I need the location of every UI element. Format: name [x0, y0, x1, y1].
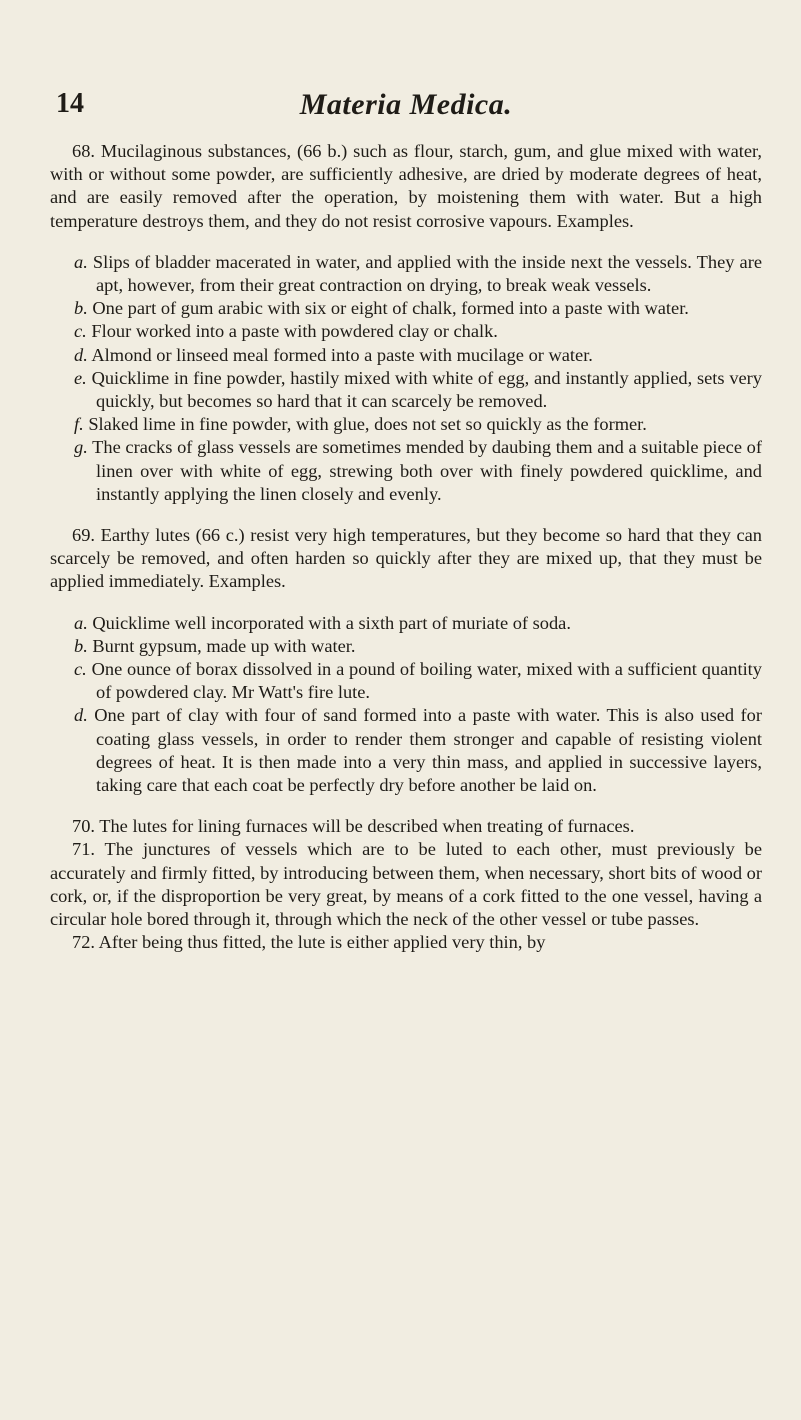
paragraph-72: 72. After being thus fitted, the lute is either applied very thin, by [72, 932, 546, 953]
page-header [56, 88, 756, 128]
paragraph-69: 69. Earthy lutes (66 c.) resist very high temperatures, but they become so hard that they can scarcely be removed, and often harden so quickly after they are mixed up, that they must be applied immediately. Examples. [50, 525, 762, 592]
page-number: 14 [56, 88, 84, 119]
paragraph-71: 71. The junctures of vessels which are to be luted to each other, must previously be accurately and firmly fitted, by introducing between them, when necessary, short bits of wood or cork, or, if the disproportion be very great, by means of a cork fitted to the one vessel, having a circular hole bored through it, through which the neck of the other vessel or tube passes. [50, 839, 762, 930]
list-item: f. Slaked lime in fine powder, with glue, does not set so quickly as the former. [74, 414, 647, 435]
list-item: d. Almond or linseed meal formed into a paste with mucilage or water. [74, 344, 593, 365]
list-item: c. Flour worked into a paste with powdered clay or chalk. [74, 321, 498, 342]
page-body [50, 140, 762, 955]
list-69 [74, 612, 762, 798]
list-item: a. Quicklime well incorporated with a sixth part of muriate of soda. [74, 612, 571, 633]
paragraph-68: 68. Mucilaginous substances, (66 b.) such as flour, starch, gum, and glue mixed with water, with or without some powder, are sufficiently adhesive, are dried by moderate degrees of heat, and are easily removed after the operation, by moistening them with water. But a high temperature destroys them, and they do not resist corrosive vapours. Examples. [50, 141, 762, 231]
list-item: g. The cracks of glass vessels are sometimes mended by daubing them and a suitable piece of linen over with white of egg, strewing both over with finely powdered quicklime, and instantly applying the linen closely and evenly. [74, 437, 762, 504]
running-title: Materia Medica. [299, 88, 513, 121]
list-item: d. One part of clay with four of sand formed into a paste with water. This is also used for coating glass vessels, in order to render them stronger and capable of resisting violent degrees of heat. It is then made into a very thin mass, and applied in successive layers, taking care that each coat be perfectly dry before another be laid on. [74, 705, 762, 796]
list-item: a. Slips of bladder macerated in water, and applied with the inside next the vessels. They are apt, however, from their great contraction on drying, to break weak vessels. [74, 251, 762, 296]
list-item: c. One ounce of borax dissolved in a pound of boiling water, mixed with a sufficient quantity of powdered clay. Mr Watt's fire lute. [74, 659, 762, 703]
list-item: e. Quicklime in fine powder, hastily mixed with white of egg, and instantly applied, sets very quickly, but becomes so hard that it can scarcely be removed. [74, 367, 763, 412]
list-item: b. One part of gum arabic with six or eight of chalk, formed into a paste with water. [74, 298, 689, 319]
paragraph-70: 70. The lutes for lining furnaces will be described when treating of furnaces. [72, 816, 635, 837]
list-item: b. Burnt gypsum, made up with water. [74, 635, 356, 656]
list-68 [74, 251, 762, 506]
